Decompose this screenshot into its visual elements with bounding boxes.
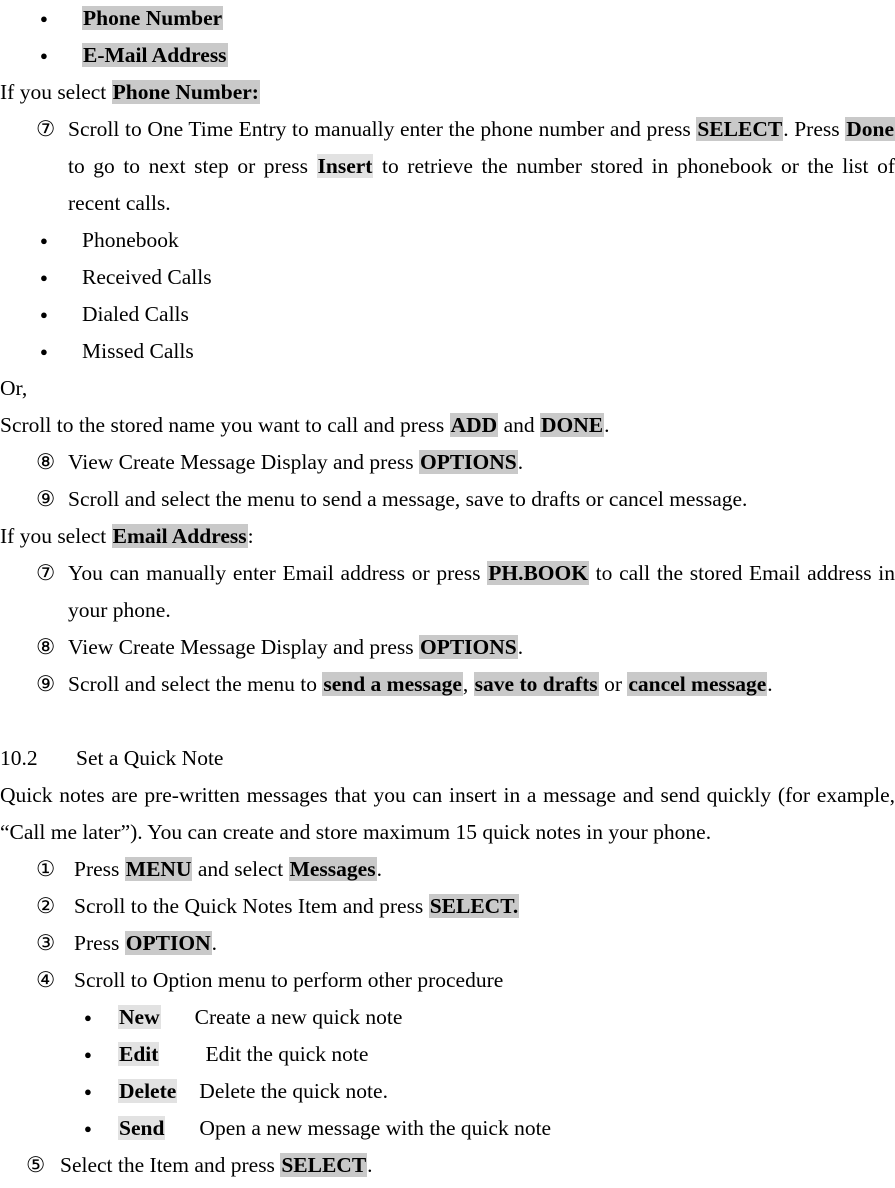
email-step-9-text-b: , bbox=[462, 672, 474, 696]
list-item bbox=[0, 0, 895, 37]
quicknote-step-2 bbox=[0, 888, 895, 925]
source-received-calls: Received Calls bbox=[82, 265, 212, 289]
list-item bbox=[0, 1110, 895, 1147]
key-insert: Insert bbox=[317, 154, 373, 178]
key-add: ADD bbox=[450, 413, 498, 437]
list-item bbox=[0, 1073, 895, 1110]
step-marker-2: ② bbox=[36, 894, 56, 918]
recipient-type-phone-number: Phone Number bbox=[83, 6, 223, 30]
option-send-description: Open a new message with the quick note bbox=[199, 1116, 552, 1140]
quicknote-step-4 bbox=[0, 962, 895, 999]
source-dialed-calls: Dialed Calls bbox=[82, 302, 189, 326]
list-item bbox=[0, 1036, 895, 1073]
source-phonebook: Phonebook bbox=[82, 228, 179, 252]
step-7-text-b: . Press bbox=[783, 117, 846, 141]
step-5-text-b: . bbox=[367, 1153, 373, 1177]
phone-step-9 bbox=[0, 481, 895, 518]
phone-step-8 bbox=[0, 444, 895, 481]
step-marker-8-email: ⑧ bbox=[36, 635, 56, 659]
key-options: OPTIONS bbox=[419, 450, 517, 474]
list-item bbox=[0, 296, 895, 333]
step-7-text-c: to go to next step or press bbox=[68, 154, 317, 178]
email-step-8-text-a: View Create Message Display and press bbox=[68, 635, 419, 659]
recipient-type-email-address: E-Mail Address bbox=[83, 43, 227, 67]
phone-number-keyword: Phone Number: bbox=[112, 80, 259, 104]
or-instruction-line bbox=[0, 407, 895, 444]
section-number: 10.2 bbox=[0, 746, 38, 770]
step-1-text-c: . bbox=[376, 857, 382, 881]
or-text-b: and bbox=[498, 413, 540, 437]
section-heading-10-2 bbox=[0, 740, 895, 777]
step-8-text-b: . bbox=[517, 450, 524, 474]
email-step-8 bbox=[0, 629, 895, 666]
or-text-c: . bbox=[604, 413, 610, 437]
option-new: New bbox=[119, 1005, 160, 1029]
step-marker-5: ⑤ bbox=[26, 1153, 46, 1177]
step-marker-7: ⑦ bbox=[36, 117, 56, 141]
option-edit: Edit bbox=[119, 1042, 159, 1066]
list-item bbox=[0, 999, 895, 1036]
step-marker-9-email: ⑨ bbox=[36, 672, 56, 696]
step-marker-9: ⑨ bbox=[36, 487, 56, 511]
email-step-7 bbox=[0, 555, 895, 629]
option-delete-description: Delete the quick note. bbox=[199, 1079, 388, 1103]
key-select: SELECT bbox=[697, 117, 783, 141]
step-1-text-b: and select bbox=[192, 857, 289, 881]
key-options-2: OPTIONS bbox=[419, 635, 517, 659]
option-new-description: Create a new quick note bbox=[194, 1005, 403, 1029]
email-step-9 bbox=[0, 666, 895, 703]
menu-cancel-message: cancel message bbox=[628, 672, 767, 696]
step-marker-1: ① bbox=[36, 857, 56, 881]
or-label: Or, bbox=[0, 376, 28, 400]
key-done: Done bbox=[846, 117, 894, 141]
step-marker-3: ③ bbox=[36, 931, 56, 955]
message-recipient-type-list bbox=[0, 0, 895, 74]
step-3-text-b: . bbox=[211, 931, 217, 955]
section-spacer bbox=[0, 703, 895, 740]
step-8-text-a: View Create Message Display and press bbox=[68, 450, 419, 474]
step-2-text-a: Scroll to the Quick Notes Item and press bbox=[74, 894, 429, 918]
key-done-2: DONE bbox=[541, 413, 604, 437]
phone-step-7 bbox=[0, 111, 895, 222]
key-menu: MENU bbox=[125, 857, 192, 881]
step-marker-8: ⑧ bbox=[36, 450, 56, 474]
step-5-text-a: Select the Item and press bbox=[60, 1153, 281, 1177]
email-step-9-text-c: or bbox=[598, 672, 628, 696]
quicknote-step-1 bbox=[0, 851, 895, 888]
menu-send-a-message: send a message bbox=[323, 672, 462, 696]
key-ph-book: PH.BOOK bbox=[488, 561, 588, 585]
list-item bbox=[0, 37, 895, 74]
email-address-keyword: Email Address bbox=[112, 524, 247, 548]
lead-prefix: If you select bbox=[0, 80, 112, 104]
key-select-2: SELECT. bbox=[429, 894, 519, 918]
step-4-text-a: Scroll to Option menu to perform other procedure bbox=[74, 968, 504, 992]
menu-save-to-drafts: save to drafts bbox=[474, 672, 598, 696]
email-step-7-text-b: to call the stored Email address in your phone. bbox=[68, 561, 895, 622]
email-step-8-text-b: . bbox=[517, 635, 524, 659]
quicknote-step-5 bbox=[0, 1147, 895, 1184]
step-7-text-a: Scroll to One Time Entry to manually enter the phone number and press bbox=[68, 117, 697, 141]
option-delete: Delete bbox=[119, 1079, 177, 1103]
email-lead-prefix: If you select bbox=[0, 524, 112, 548]
or-text-a: Scroll to the stored name you want to call and press bbox=[0, 413, 450, 437]
step-7-text-d: to retrieve the number stored in phonebook or the list of recent calls. bbox=[68, 154, 895, 215]
option-send: Send bbox=[119, 1116, 165, 1140]
email-lead-line bbox=[0, 518, 895, 555]
list-item bbox=[0, 222, 895, 259]
key-select-3: SELECT bbox=[281, 1153, 367, 1177]
section-10-2-intro: Quick notes are pre-written messages that you can insert in a message and send quickly (for example, “Call me later”). You can create and store maximum 15 quick notes in your phone. bbox=[0, 783, 895, 844]
menu-messages: Messages bbox=[289, 857, 376, 881]
email-step-9-text-a: Scroll and select the menu to bbox=[68, 672, 323, 696]
key-option: OPTION bbox=[125, 931, 211, 955]
quicknote-step-3 bbox=[0, 925, 895, 962]
email-lead-suffix: : bbox=[247, 524, 254, 548]
step-marker-4: ④ bbox=[36, 968, 56, 992]
list-item bbox=[0, 259, 895, 296]
phone-number-lead-line bbox=[0, 74, 895, 111]
email-step-7-text-a: You can manually enter Email address or press bbox=[68, 561, 488, 585]
step-1-text-a: Press bbox=[74, 857, 125, 881]
list-item bbox=[0, 333, 895, 370]
quicknote-option-list bbox=[0, 999, 895, 1147]
option-edit-description: Edit the quick note bbox=[205, 1042, 369, 1066]
number-source-list bbox=[0, 222, 895, 370]
step-marker-7-email: ⑦ bbox=[36, 561, 56, 585]
step-9-text: Scroll and select the menu to send a message, save to drafts or cancel message. bbox=[68, 487, 748, 511]
email-step-9-text-d: . bbox=[767, 672, 773, 696]
section-title: Set a Quick Note bbox=[76, 746, 224, 770]
step-3-text-a: Press bbox=[74, 931, 125, 955]
source-missed-calls: Missed Calls bbox=[82, 339, 194, 363]
